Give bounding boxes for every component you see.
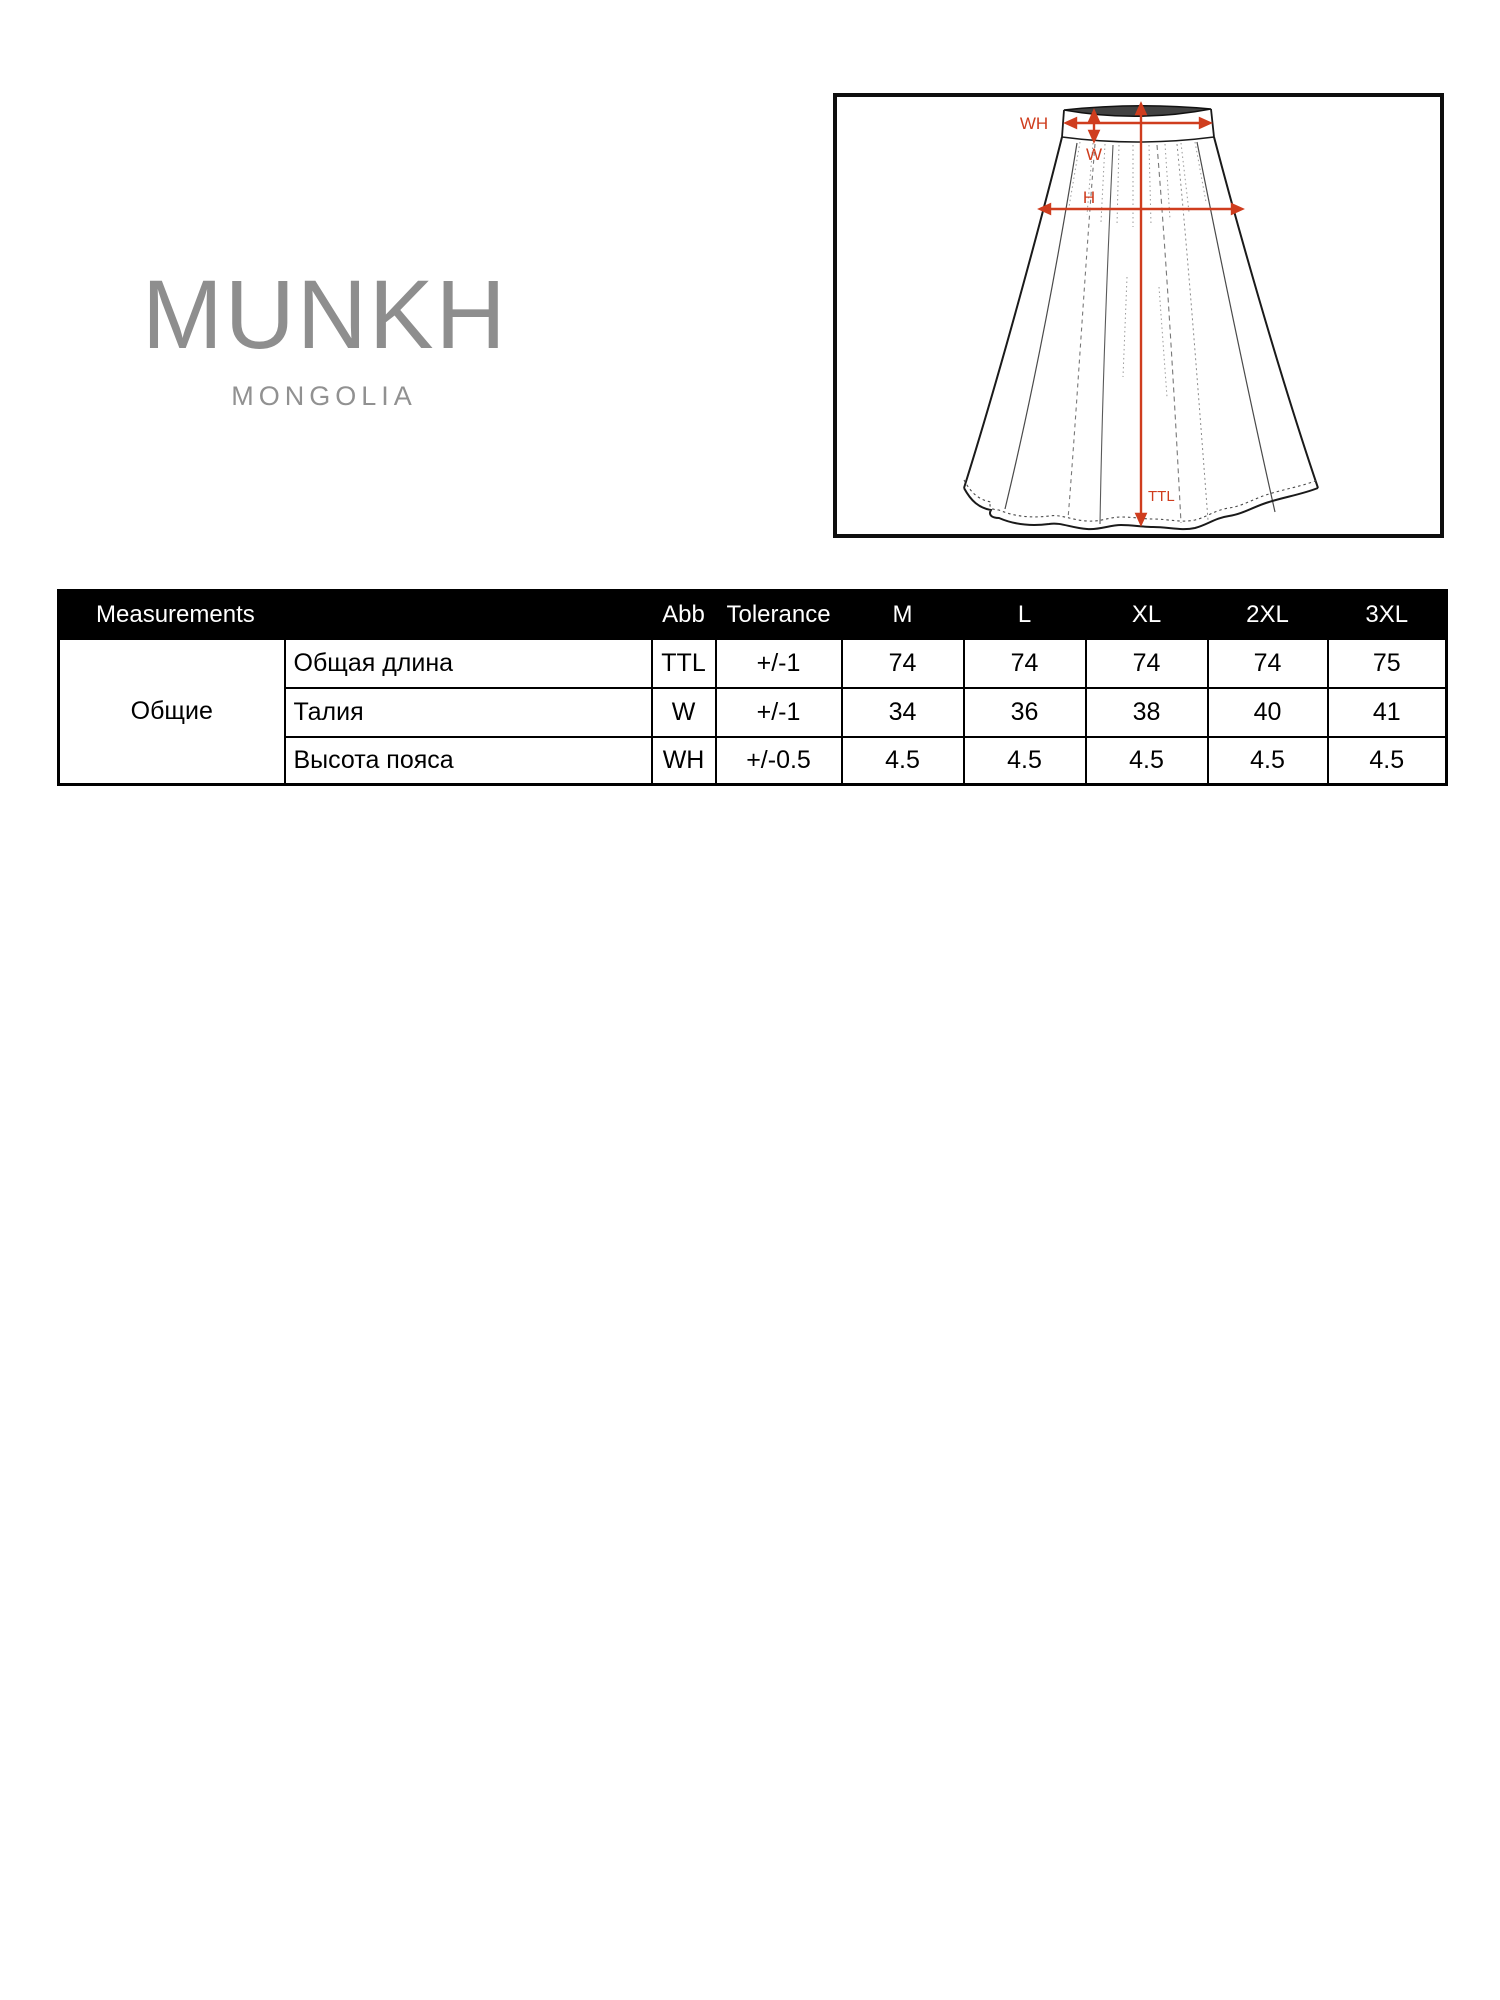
value-cell: 34	[842, 688, 964, 737]
header-size-xl: XL	[1086, 591, 1208, 640]
abb-cell: W	[652, 688, 716, 737]
measure-name-cell: Общая длина	[285, 639, 652, 688]
arrowhead	[1137, 514, 1146, 524]
brand-logo	[142, 260, 508, 411]
value-cell: 74	[842, 639, 964, 688]
group-cell: Общие	[59, 639, 285, 784]
table-header-row	[59, 591, 1447, 640]
value-cell: 74	[1086, 639, 1208, 688]
header-measurements: Measurements	[59, 591, 652, 640]
value-cell: 41	[1328, 688, 1447, 737]
arrowhead	[1200, 119, 1210, 128]
value-cell: 36	[964, 688, 1086, 737]
value-cell: 38	[1086, 688, 1208, 737]
label-waistband-height: WH	[1019, 114, 1049, 133]
abb-cell: TTL	[652, 639, 716, 688]
skirt-sketch-box	[833, 93, 1444, 538]
right-side-seam	[1214, 137, 1318, 488]
measurement-labels	[1020, 114, 1175, 505]
header-size-m: M	[842, 591, 964, 640]
waistband-left-edge	[1062, 110, 1064, 137]
arrowhead	[1232, 205, 1242, 214]
abb-cell: WH	[652, 737, 716, 784]
label-total-length: TTL	[1148, 488, 1175, 505]
header-size-2xl: 2XL	[1208, 591, 1328, 640]
label-hip: H	[1082, 188, 1096, 207]
header-size-l: L	[964, 591, 1086, 640]
skirt-sketch	[837, 97, 1440, 534]
label-waist: W	[1085, 145, 1103, 164]
header-tolerance: Tolerance	[716, 591, 842, 640]
measurement-arrows	[1040, 104, 1242, 524]
value-cell: 4.5	[842, 737, 964, 784]
value-cell: 40	[1208, 688, 1328, 737]
header-abb: Abb	[652, 591, 716, 640]
measurements-table	[57, 589, 1448, 786]
value-cell: 74	[964, 639, 1086, 688]
gather-lines	[1069, 142, 1206, 397]
arrowhead	[1066, 119, 1076, 128]
waistband-bottom-seam	[1062, 137, 1214, 142]
header-size-3xl: 3XL	[1328, 591, 1447, 640]
value-cell: 4.5	[1328, 737, 1447, 784]
tolerance-cell: +/-1	[716, 688, 842, 737]
table-row	[59, 639, 1447, 688]
brand-name: MUNKH	[142, 260, 508, 369]
measure-name-cell: Талия	[285, 688, 652, 737]
value-cell: 4.5	[1208, 737, 1328, 784]
value-cell: 74	[1208, 639, 1328, 688]
tolerance-cell: +/-1	[716, 639, 842, 688]
measure-name-cell: Высота пояса	[285, 737, 652, 784]
value-cell: 4.5	[1086, 737, 1208, 784]
brand-region: MONGOLIA	[231, 381, 417, 411]
value-cell: 4.5	[964, 737, 1086, 784]
value-cell: 75	[1328, 639, 1447, 688]
arrowhead	[1040, 205, 1050, 214]
tolerance-cell: +/-0.5	[716, 737, 842, 784]
